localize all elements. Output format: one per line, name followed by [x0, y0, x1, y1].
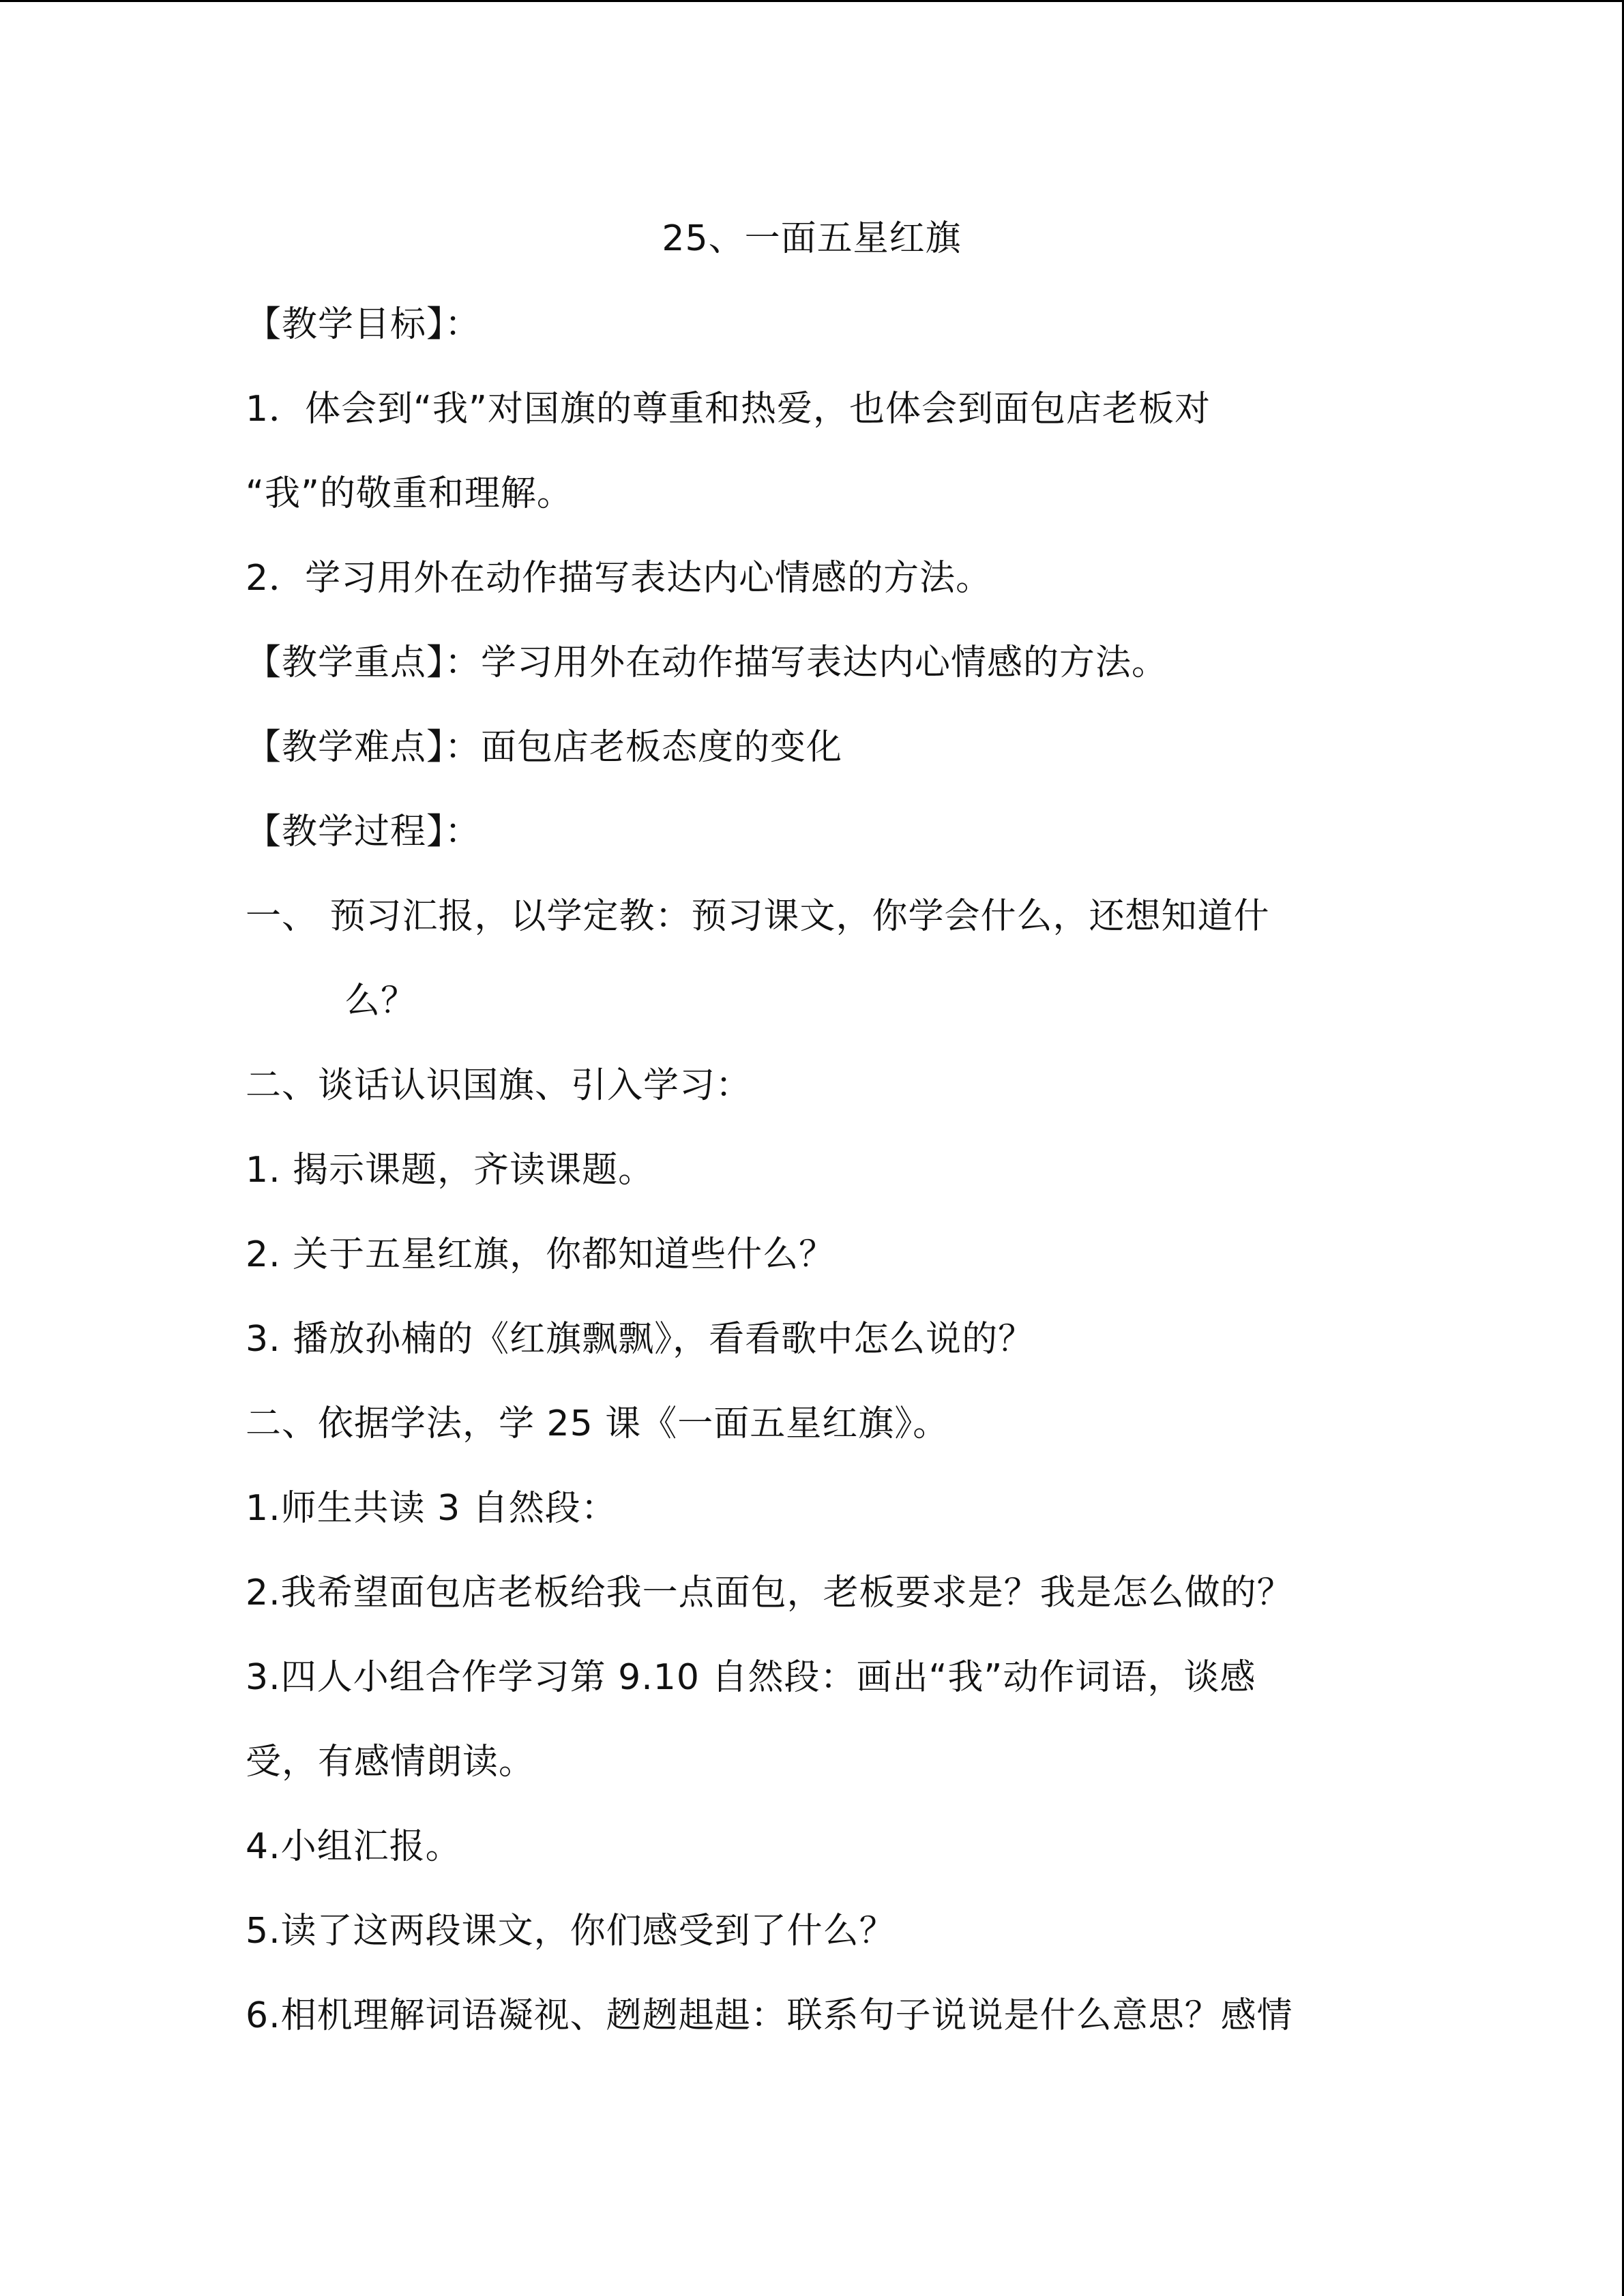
section-3-step-5: 5.读了这两段课文，你们感受到了什么？	[246, 1911, 896, 1952]
page-top-border	[0, 0, 1624, 2]
process-section-3: 二、依据学法，学 25 课《一面五星红旗》。	[246, 1403, 949, 1444]
section-3-step-1: 1.师生共读 3 自然段：	[246, 1488, 617, 1529]
process-section-1-continued: 么？	[344, 981, 417, 1022]
goal-item-2: 2．学习用外在动作描写表达内心情感的方法。	[246, 558, 992, 599]
section-2-step-1: 1. 揭示课题，齐读课题。	[246, 1150, 655, 1191]
process-section-1: 一、 预习汇报，以学定教：预习课文，你学会什么，还想知道什	[246, 896, 1270, 937]
goal-item-1: 1．体会到“我”对国旗的尊重和热爱，也体会到面包店老板对	[246, 389, 1211, 430]
process-section-2: 二、谈话认识国旗、引入学习：	[246, 1065, 752, 1106]
heading-difficult-points: 【教学难点】：面包店老板态度的变化	[246, 727, 843, 768]
section-3-step-4: 4.小组汇报。	[246, 1826, 462, 1867]
section-3-step-3-continued: 受，有感情朗读。	[246, 1742, 535, 1783]
section-3-step-3: 3.四人小组合作学习第 9.10 自然段：画出“我”动作词语，谈感	[246, 1657, 1256, 1698]
goal-item-1-continued: “我”的敬重和理解。	[246, 473, 573, 514]
section-2-step-3: 3. 播放孙楠的《红旗飘飘》，看看歌中怎么说的？	[246, 1319, 1035, 1360]
heading-teaching-goals: 【教学目标】：	[246, 304, 482, 345]
heading-teaching-process: 【教学过程】：	[246, 811, 482, 852]
section-2-step-2: 2. 关于五星红旗，你都知道些什么？	[246, 1234, 836, 1275]
section-3-step-6: 6.相机理解词语凝视、趔趔趄趄：联系句子说说是什么意思？感情	[246, 1995, 1293, 2036]
heading-key-points: 【教学重点】：学习用外在动作描写表达内心情感的方法。	[246, 642, 1168, 683]
section-3-step-2: 2.我希望面包店老板给我一点面包，老板要求是？我是怎么做的？	[246, 1572, 1293, 1613]
document-title: 25、一面五星红旗	[662, 218, 962, 259]
